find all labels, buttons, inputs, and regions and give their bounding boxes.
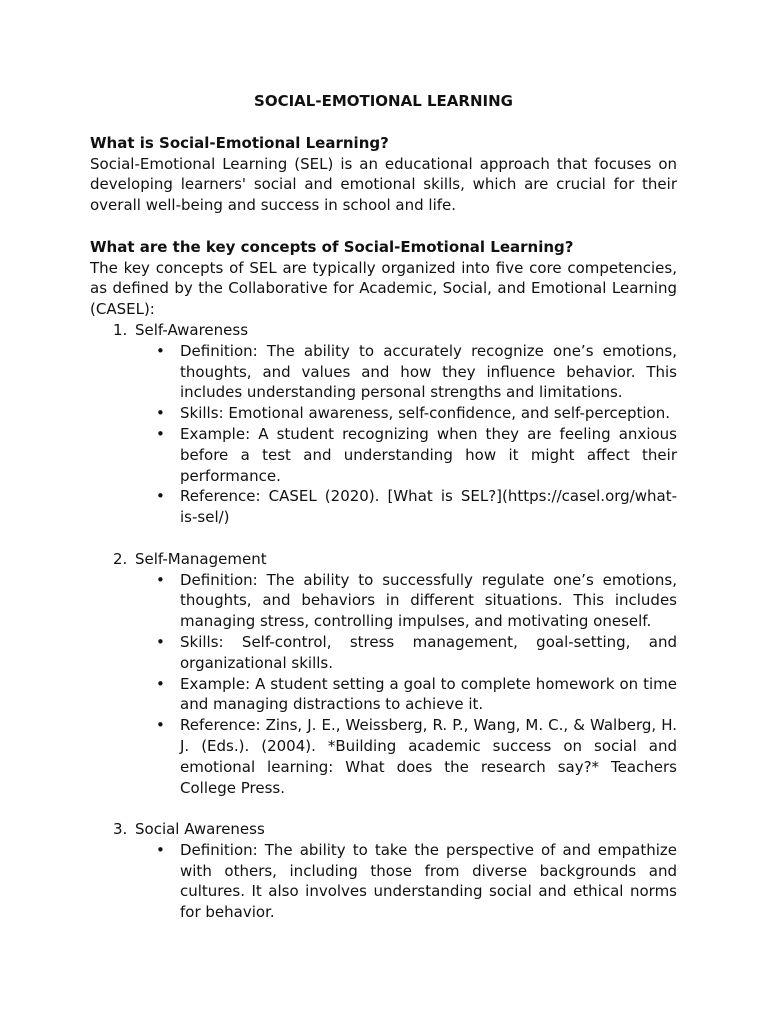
bullet-text: Definition: The ability to successfully regulate one’s emotions, thoughts, and behaviors in different situations. This includes managing stress, controlling impulses, and motivating oneself. xyxy=(180,570,677,631)
bullet-text: Example: A student recognizing when they are feeling anxious before a test and understanding how it might affect their performance. xyxy=(180,424,677,485)
bullet-text: Reference: Zins, J. E., Weissberg, R. P., Wang, M. C., & Walberg, H. J. (Eds.). (2004). *Building academic success on social and emotional learning: What does the research say?* Teachers College Press. xyxy=(180,716,677,797)
competency-item xyxy=(90,320,677,528)
document-body xyxy=(90,91,677,923)
bullet-dot-icon: • xyxy=(156,632,165,651)
bullet-dot-icon: • xyxy=(156,674,165,693)
bullet-text: Reference: CASEL (2020). [What is SEL?](https://casel.org/what-is-sel/) xyxy=(180,487,677,527)
bullet-dot-icon: • xyxy=(156,840,165,859)
competency-number: 1. xyxy=(113,320,128,339)
bullet-item xyxy=(156,632,677,674)
competency-number: 3. xyxy=(113,820,128,839)
bullet-list xyxy=(90,341,677,528)
bullet-item xyxy=(156,341,677,403)
bullet-dot-icon: • xyxy=(156,424,165,443)
concepts-paragraph: The key concepts of SEL are typically organized into five core competencies, as defined by the Collaborative for Academic, Social, and Emotional Learning (CASEL): xyxy=(90,258,677,319)
competency-list xyxy=(90,320,677,923)
spacer xyxy=(90,216,677,237)
spacer xyxy=(90,798,677,819)
bullet-item xyxy=(156,674,677,716)
bullet-list xyxy=(90,840,677,923)
bullet-item xyxy=(156,424,677,486)
bullet-item xyxy=(156,403,677,424)
competency-name: Social Awareness xyxy=(135,820,265,839)
bullet-text: Definition: The ability to take the perspective of and empathize with others, including those from diverse backgrounds and cultures. It also involves understanding social and ethical norms for behavior. xyxy=(180,840,677,922)
bullet-item xyxy=(156,840,677,923)
intro-paragraph: Social-Emotional Learning (SEL) is an educational approach that focuses on developing learners' social and emotional skills, which are crucial for their overall well-being and success in school and life. xyxy=(90,154,677,215)
document-title: SOCIAL-EMOTIONAL LEARNING xyxy=(254,92,513,110)
bullet-item xyxy=(156,486,677,528)
competency-item xyxy=(90,819,677,923)
concepts-heading: What are the key concepts of Social-Emotional Learning? xyxy=(90,237,574,256)
spacer xyxy=(90,528,677,549)
intro-heading: What is Social-Emotional Learning? xyxy=(90,133,389,152)
bullet-item xyxy=(156,570,677,632)
bullet-text: Definition: The ability to accurately recognize one’s emotions, thoughts, and values and how they influence behavior. This includes understanding personal strengths and limitations. xyxy=(180,341,677,402)
bullet-dot-icon: • xyxy=(156,716,165,735)
competency-name: Self-Awareness xyxy=(135,320,249,339)
competency-heading xyxy=(90,549,677,570)
competency-item xyxy=(90,549,677,799)
competency-name: Self-Management xyxy=(135,549,267,568)
competency-number: 2. xyxy=(113,549,128,568)
competency-heading xyxy=(90,320,677,341)
bullet-dot-icon: • xyxy=(156,487,165,506)
bullet-text: Skills: Emotional awareness, self-confidence, and self-perception. xyxy=(180,404,670,423)
bullet-dot-icon: • xyxy=(156,341,165,360)
bullet-text: Skills: Self-control, stress management, goal-setting, and organizational skills. xyxy=(180,632,677,672)
bullet-dot-icon: • xyxy=(156,570,165,589)
competency-heading xyxy=(90,819,677,840)
bullet-list xyxy=(90,570,677,799)
bullet-text: Example: A student setting a goal to complete homework on time and managing distractions to achieve it. xyxy=(180,674,677,714)
bullet-dot-icon: • xyxy=(156,404,165,423)
bullet-item xyxy=(156,715,677,798)
